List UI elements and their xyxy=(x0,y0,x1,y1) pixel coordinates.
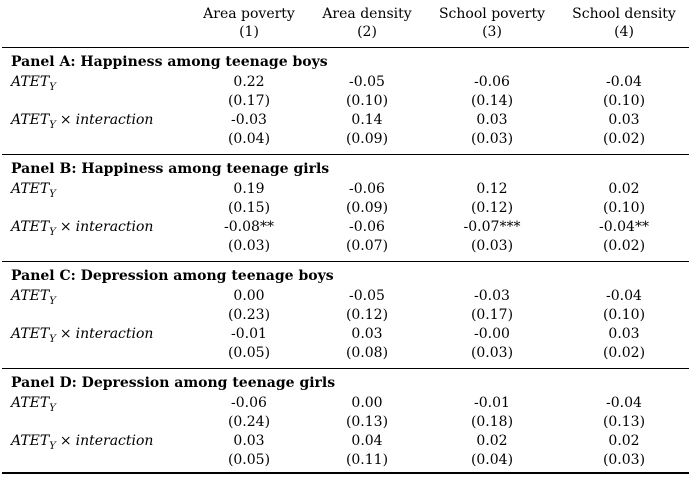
row-label-atet-interaction xyxy=(11,219,153,238)
std-error-cell: (0.17) xyxy=(470,307,514,323)
std-error-cell: (0.03) xyxy=(602,452,646,468)
panel-title: Panel C: Depression among teenage boys xyxy=(11,268,334,284)
atet-text: ATET xyxy=(11,181,50,197)
std-error-cell: (0.18) xyxy=(470,414,514,430)
std-error-cell: (0.03) xyxy=(470,345,514,361)
std-error-cell: (0.04) xyxy=(227,131,271,147)
header-rule xyxy=(2,47,689,48)
coefficient-cell: -0.01 xyxy=(231,326,267,342)
row-label-atet xyxy=(11,395,56,414)
times-symbol: × xyxy=(59,433,72,449)
coefficient-cell: -0.04 xyxy=(606,288,642,304)
row-label-atet-interaction xyxy=(11,326,153,345)
std-error-cell: (0.10) xyxy=(602,200,646,216)
coefficient-cell: 0.22 xyxy=(233,74,265,90)
coefficient-cell: -0.04 xyxy=(606,74,642,90)
atet-text: ATET xyxy=(11,326,50,342)
panel-rule xyxy=(2,154,689,155)
std-error-cell: (0.13) xyxy=(345,414,389,430)
atet-text: ATET xyxy=(11,112,50,128)
std-error-cell: (0.24) xyxy=(227,414,271,430)
atet-text: ATET xyxy=(11,74,50,90)
coefficient-cell: 0.03 xyxy=(608,326,640,342)
coefficient-cell: -0.01 xyxy=(474,395,510,411)
coefficient-cell: -0.05 xyxy=(349,74,385,90)
coefficient-cell: -0.06 xyxy=(231,395,267,411)
times-symbol: × xyxy=(59,112,72,128)
interaction-text: interaction xyxy=(75,326,154,342)
column-header: School density xyxy=(572,6,676,22)
interaction-text: interaction xyxy=(75,219,154,235)
coefficient-cell: 0.02 xyxy=(608,181,640,197)
atet-text: ATET xyxy=(11,395,50,411)
atet-subscript: Y xyxy=(49,402,56,414)
row-label-atet-interaction xyxy=(11,433,153,452)
atet-text: ATET xyxy=(11,219,50,235)
coefficient-cell: 0.03 xyxy=(351,326,383,342)
std-error-cell: (0.04) xyxy=(470,452,514,468)
row-label-atet xyxy=(11,181,56,200)
column-header: Area poverty xyxy=(203,6,295,22)
atet-subscript: Y xyxy=(49,188,56,200)
std-error-cell: (0.12) xyxy=(470,200,514,216)
panel-title: Panel B: Happiness among teenage girls xyxy=(11,161,330,177)
std-error-cell: (0.03) xyxy=(470,238,514,254)
coefficient-cell: -0.07*** xyxy=(463,219,521,235)
column-header: School poverty xyxy=(438,6,546,22)
row-label-atet-interaction xyxy=(11,112,153,131)
coefficient-cell: 0.02 xyxy=(476,433,508,449)
coefficient-cell: 0.02 xyxy=(608,433,640,449)
times-symbol: × xyxy=(59,219,72,235)
row-label-atet xyxy=(11,288,56,307)
std-error-cell: (0.02) xyxy=(602,238,646,254)
std-error-cell: (0.13) xyxy=(602,414,646,430)
coefficient-cell: 0.00 xyxy=(233,288,265,304)
interaction-text: interaction xyxy=(75,433,154,449)
std-error-cell: (0.03) xyxy=(470,131,514,147)
std-error-cell: (0.11) xyxy=(345,452,389,468)
column-number: (3) xyxy=(482,24,502,40)
coefficient-cell: -0.03 xyxy=(474,288,510,304)
coefficient-cell: -0.03 xyxy=(231,112,267,128)
coefficient-cell: -0.06 xyxy=(349,219,385,235)
coefficient-cell: 0.03 xyxy=(233,433,265,449)
coefficient-cell: -0.06 xyxy=(349,181,385,197)
std-error-cell: (0.09) xyxy=(345,200,389,216)
times-symbol: × xyxy=(59,326,72,342)
atet-subscript: Y xyxy=(49,226,56,238)
bottom-rule xyxy=(2,472,689,474)
column-number: (1) xyxy=(239,24,259,40)
coefficient-cell: -0.04** xyxy=(599,219,649,235)
atet-subscript: Y xyxy=(49,333,56,345)
coefficient-cell: 0.03 xyxy=(476,112,508,128)
coefficient-cell: -0.00 xyxy=(474,326,510,342)
panel-title: Panel A: Happiness among teenage boys xyxy=(11,54,328,70)
coefficient-cell: 0.03 xyxy=(608,112,640,128)
atet-subscript: Y xyxy=(49,295,56,307)
std-error-cell: (0.14) xyxy=(470,93,514,109)
coefficient-cell: 0.14 xyxy=(351,112,383,128)
coefficient-cell: -0.04 xyxy=(606,395,642,411)
panel-rule xyxy=(2,368,689,369)
std-error-cell: (0.15) xyxy=(227,200,271,216)
coefficient-cell: 0.12 xyxy=(476,181,508,197)
std-error-cell: (0.02) xyxy=(602,131,646,147)
column-header: Area density xyxy=(322,6,412,22)
std-error-cell: (0.05) xyxy=(227,452,271,468)
atet-subscript: Y xyxy=(49,81,56,93)
coefficient-cell: -0.06 xyxy=(474,74,510,90)
coefficient-cell: -0.05 xyxy=(349,288,385,304)
std-error-cell: (0.10) xyxy=(602,93,646,109)
panel-title: Panel D: Depression among teenage girls xyxy=(11,375,336,391)
coefficient-cell: -0.08** xyxy=(224,219,274,235)
std-error-cell: (0.10) xyxy=(345,93,389,109)
std-error-cell: (0.10) xyxy=(602,307,646,323)
std-error-cell: (0.17) xyxy=(227,93,271,109)
interaction-text: interaction xyxy=(75,112,154,128)
std-error-cell: (0.09) xyxy=(345,131,389,147)
std-error-cell: (0.12) xyxy=(345,307,389,323)
std-error-cell: (0.03) xyxy=(227,238,271,254)
row-label-atet xyxy=(11,74,56,93)
atet-subscript: Y xyxy=(49,440,56,452)
coefficient-cell: 0.00 xyxy=(351,395,383,411)
std-error-cell: (0.05) xyxy=(227,345,271,361)
panel-rule xyxy=(2,261,689,262)
atet-text: ATET xyxy=(11,288,50,304)
coefficient-cell: 0.04 xyxy=(351,433,383,449)
std-error-cell: (0.07) xyxy=(345,238,389,254)
column-number: (4) xyxy=(614,24,634,40)
atet-text: ATET xyxy=(11,433,50,449)
column-number: (2) xyxy=(357,24,377,40)
std-error-cell: (0.02) xyxy=(602,345,646,361)
atet-subscript: Y xyxy=(49,119,56,131)
std-error-cell: (0.08) xyxy=(345,345,389,361)
coefficient-cell: 0.19 xyxy=(233,181,265,197)
std-error-cell: (0.23) xyxy=(227,307,271,323)
